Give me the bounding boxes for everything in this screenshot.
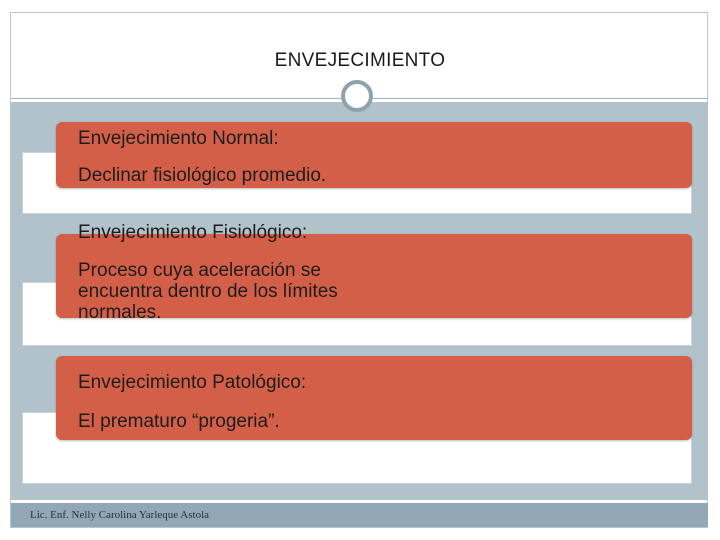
card-body: Declinar fisiológico promedio. [78,165,327,186]
footer-author: Lic. Enf. Nelly Carolina Yarleque Astola [30,509,210,521]
card-heading: Envejecimiento Normal: [78,128,279,149]
card-body: El prematuro “progeria”. [78,411,280,432]
circle-ornament-icon [341,80,373,112]
slide-title: ENVEJECIMIENTO [274,50,446,71]
card-patologico [56,356,692,440]
card-heading: Envejecimiento Patológico: [78,372,307,393]
card-body-line: Proceso cuya aceleración se [78,260,321,281]
card-fisiologico [56,222,692,323]
card-normal [56,122,692,188]
card-body-line: encuentra dentro de los límites [78,281,338,302]
card-body-line: normales. [78,302,162,323]
card-heading: Envejecimiento Fisiológico: [78,222,308,243]
